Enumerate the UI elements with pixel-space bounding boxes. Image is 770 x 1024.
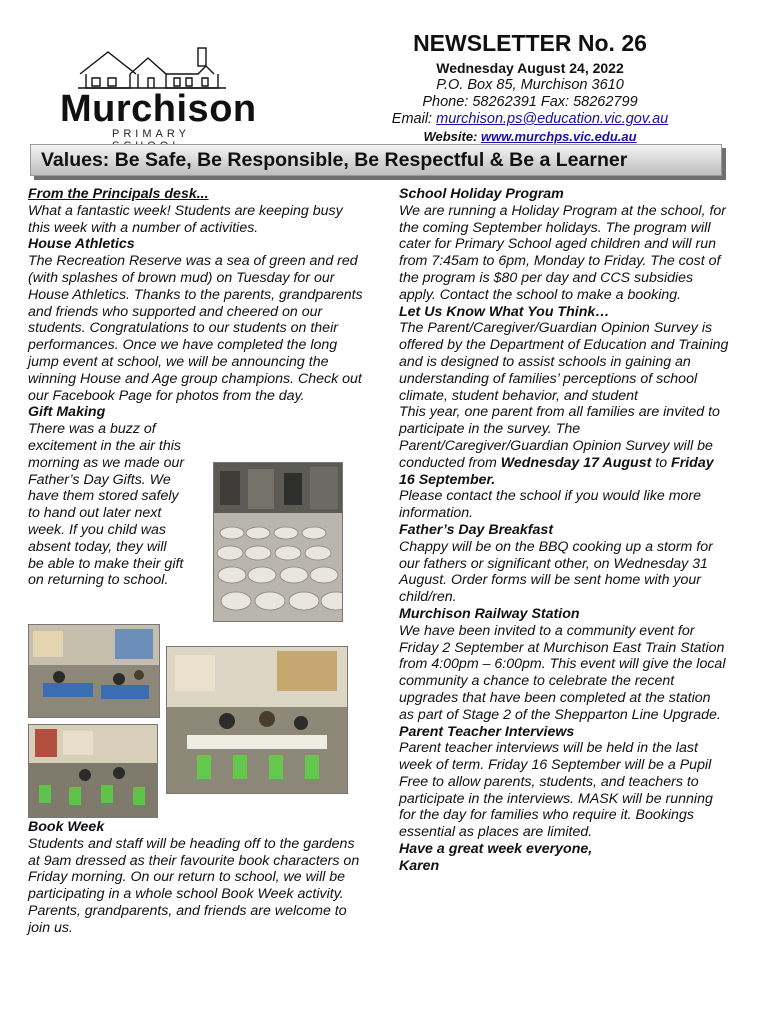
gift-heading: Gift Making: [28, 404, 106, 421]
phone-fax: Phone: 58262391 Fax: 58262799: [422, 94, 638, 110]
school-building-icon: [78, 44, 228, 90]
values-text: Values: Be Safe, Be Responsible, Be Respectful & Be a Learner: [41, 149, 628, 171]
survey-heading: Let Us Know What You Think…: [399, 303, 610, 320]
gift-line: There was a buzz of: [28, 421, 156, 438]
gift-line: absent today, they will: [28, 538, 167, 555]
book-heading: Book Week: [28, 819, 105, 835]
gift-line: morning as we made our: [28, 454, 185, 471]
email-label: Email:: [391, 111, 437, 127]
breakfast-text: Chappy will be on the BBQ cooking up a storm for our fathers or significant other, on Wednesday 31 August. Order forms will be sent home with your child/ren.: [399, 538, 713, 606]
closing-line: Have a great week everyone,: [399, 841, 593, 858]
breakfast-heading: Father’s Day Breakfast: [399, 521, 554, 538]
principal-text: What a fantastic week! Students are keeping busy this week with a number of activities.: [28, 202, 343, 236]
photo-fathers-day-gifts: [213, 462, 343, 622]
survey-text: The Parent/Caregiver/Guardian Opinion Survey is offered by the Department of Education and Training and is designed to assist schools in gaining an understanding of families’ perceptions of school climate, student behavior, and student: [399, 320, 729, 404]
survey-text-3: Please contact the school if you would like more information.: [399, 488, 702, 522]
book-text: Students and staff will be heading off to the gardens at 9am dressed as their favourite book characters on Friday morning. On our return to school, we will be participating in a whole school Book Week activity. Parents, grandparents, and friends are welcome to join us.: [28, 835, 360, 936]
signoff: Karen: [399, 857, 440, 874]
newsletter-title: NEWSLETTER No. 26: [413, 30, 647, 56]
school-logo: [56, 44, 257, 140]
gift-line: week. If you child was: [28, 521, 166, 538]
gift-line: on returning to school.: [28, 572, 169, 589]
railway-text: We have been invited to a community event for Friday 2 September at Murchison East Train Station from 4:00pm – 6:00pm. This event will give the local community a chance to celebrate the recent upgrades that have been completed at the station as part of Stage 2 of the Shepparton Line Upgrade.: [399, 622, 726, 723]
athletics-text: The Recreation Reserve was a sea of green and red (with splashes of brown mud) on Tuesday for our House Athletics. Thanks to the parents, grandparents and friends who supported and cheered on our students. Congratulations to our students on their performances. Once we have completed the long jump event at school, we will be announcing the winning House and Age group champions. Check out our Facebook Page for photos from the day.: [28, 253, 363, 404]
interviews-text: Parent teacher interviews will be held in the last week of term. Friday 16 September will be a Pupil Free to allow parents, students, and teachers to participate in the interviews. MASK will be running for the day for families who require it. Bookings essential as places are limited.: [399, 740, 713, 841]
postal-address: P.O. Box 85, Murchison 3610: [436, 77, 624, 93]
athletics-heading: House Athletics: [28, 236, 135, 253]
photo-classroom-1: [28, 624, 160, 718]
logo-subtitle: PRIMARY: [112, 128, 190, 140]
gift-line: to hand out later next: [28, 505, 162, 522]
holiday-text: We are running a Holiday Program at the school, for the coming September holidays. The program will cater for Primary School aged children and will run from 7:45am to 6pm, Monday to Friday. The cost of the program is $80 per day and CCS subsidies apply. Contact the school to make a booking.: [399, 202, 727, 303]
newsletter-header: [370, 30, 690, 145]
email-line: [370, 111, 690, 128]
email-link[interactable]: murchison.ps@education.vic.gov.au: [436, 111, 669, 127]
values-banner: [30, 144, 722, 176]
newsletter-date: Wednesday August 24, 2022: [436, 60, 624, 76]
interviews-heading: Parent Teacher Interviews: [399, 723, 575, 740]
principal-heading: From the Principals desk...: [28, 186, 209, 202]
survey-end-date: Friday 16 September.: [399, 454, 714, 488]
survey-start-date: Wednesday 17 August: [500, 454, 652, 471]
right-column: [399, 186, 729, 875]
website-link[interactable]: www.murchps.vic.edu.au: [481, 129, 637, 144]
gift-line: Father’s Day Gifts. We: [28, 471, 171, 488]
website-line: [370, 128, 690, 145]
logo-name: Murchison: [60, 88, 257, 130]
website-label: Website:: [423, 129, 481, 144]
railway-heading: Murchison Railway Station: [399, 605, 580, 622]
survey-text-2a: This year, one parent from all families are invited to participate in the survey. The Parent/Caregiver/Guardian Opinion Survey will be conducted from: [399, 404, 720, 471]
photo-classroom-2: [28, 724, 158, 818]
photo-classroom-3: [166, 646, 348, 794]
gift-line: excitement in the air this: [28, 437, 181, 454]
holiday-heading: School Holiday Program: [399, 186, 564, 202]
survey-text-2c: to: [651, 454, 672, 471]
survey-text-2: [399, 404, 729, 488]
book-week-section: [28, 819, 363, 937]
gift-line: have them stored safely: [28, 488, 179, 505]
gift-line: be able to make their gift: [28, 555, 184, 572]
